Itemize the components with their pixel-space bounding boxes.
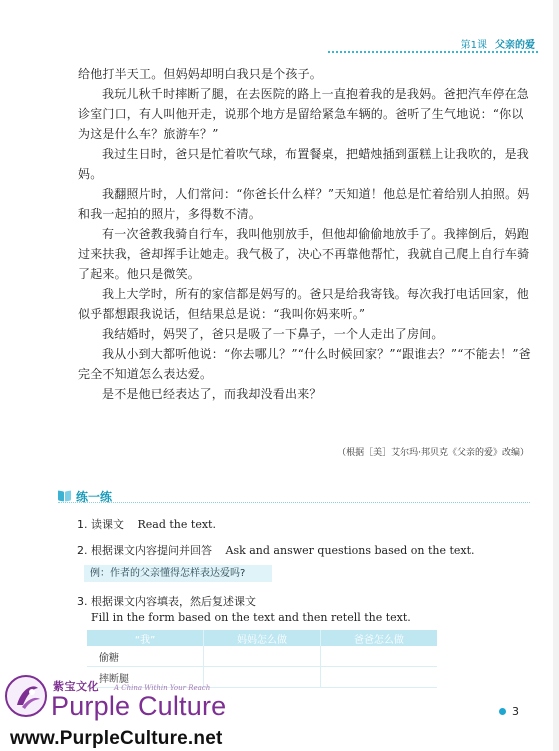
story-paragraph-5: 有一次爸教我骑自行车，我叫他别放手，但他却偷偷地放手了。我摔倒后，妈跑过来扶我，爸却挥手让她走。我气极了，决心不再靠他帮忙，我就自己爬上自行车骑了起来。他只是微笑。 (78, 227, 530, 281)
table-cell[interactable] (204, 646, 321, 667)
table-cell[interactable] (320, 646, 437, 667)
book-icon (58, 491, 71, 503)
exercise-2-chinese: 2. 根据课文内容提问并回答 (77, 544, 212, 557)
exercise-3-chinese: 3. 根据课文内容填表，然后复述课文 (77, 595, 256, 608)
story-paragraph-1: 给他打半天工。但妈妈却明白我只是个孩子。 (78, 67, 323, 81)
page-number (499, 705, 519, 718)
page-dot-icon (499, 708, 506, 715)
watermark-tagline: A China Within Your Reach (114, 684, 211, 692)
story-paragraph-4: 我翻照片时，人们常问：“你爸长什么样？”天知道！他总是忙着给别人拍照。妈和我一起拍的照片，多得数不清。 (78, 187, 530, 221)
table-header-mom: 妈妈怎么做 (204, 630, 321, 646)
table-cell: 摔断腿 (87, 667, 204, 688)
table-row (87, 667, 437, 688)
example-question-box: 例：作者的父亲懂得怎样表达爱吗? (84, 565, 272, 582)
table-header-dad: 爸爸怎么做 (320, 630, 437, 646)
purple-culture-logo-icon (4, 674, 49, 724)
story-paragraph-6: 我上大学时，所有的家信都是妈写的。爸只是给我寄钱。每次我打电话回家，他似乎都想跟我说话，但结果总是说：“我叫你妈来听。” (78, 287, 530, 321)
table-cell[interactable] (320, 667, 437, 688)
exercise-3-english: Fill in the form based on the text and then retell the text. (91, 611, 411, 624)
story-paragraph-3: 我过生日时，爸只是忙着吹气球，布置餐桌，把蜡烛插到蛋糕上让我吹的，是我妈。 (78, 147, 530, 181)
watermark-url: www.PurpleCulture.net (10, 728, 223, 749)
story-paragraph-8: 我从小到大都听他说：“你去哪儿？”“什么时候回家？”“跟谁去？”“不能去！”爸完全不知道怎么表达爱。 (78, 347, 531, 381)
exercise-1-english: Read the text. (137, 518, 216, 531)
exercise-1-chinese: 1. 读课文 (77, 518, 124, 531)
watermark-brand-name: Purple Culture (51, 691, 227, 721)
story-paragraph-7: 我结婚时，妈哭了，爸只是吸了一下鼻子，一个人走出了房间。 (102, 327, 444, 341)
table-row (87, 646, 437, 667)
story-text (78, 64, 532, 404)
source-citation: （根据［美］艾尔玛·邦贝克《父亲的爱》改编） (337, 448, 529, 458)
retell-table-wrapper (87, 630, 437, 688)
practice-title-text: 练一练 (76, 490, 113, 504)
lesson-title: 父亲的爱 (495, 40, 535, 51)
watermark-chinese-brand: 紫宝文化 (53, 680, 99, 693)
lesson-number: 第1课 (460, 40, 487, 51)
table-cell: 偷糖 (87, 646, 204, 667)
lesson-header (461, 36, 535, 51)
retell-table (87, 630, 437, 688)
table-header-row (87, 630, 437, 646)
exercise-2-english: Ask and answer questions based on the text. (225, 544, 475, 557)
section-dotted-rule (58, 502, 530, 503)
page-number-text: 3 (512, 705, 519, 718)
table-header-me: “我” (87, 630, 204, 646)
exercise-1 (77, 516, 216, 532)
story-paragraph-9: 是不是他已经表达了，而我却没看出来？ (102, 387, 322, 401)
story-paragraph-2: 我玩儿秋千时摔断了腿，在去医院的路上一直抱着我的是我妈。爸把汽车停在急诊室门口，有人叫他开走，说那个地方是留给紧急车辆的。爸听了生气地说：“你以为这是什么车？旅游车？” (78, 87, 530, 141)
table-cell[interactable] (204, 667, 321, 688)
exercise-3 (77, 593, 256, 609)
exercise-2 (77, 542, 475, 558)
header-dotted-rule (328, 51, 538, 53)
